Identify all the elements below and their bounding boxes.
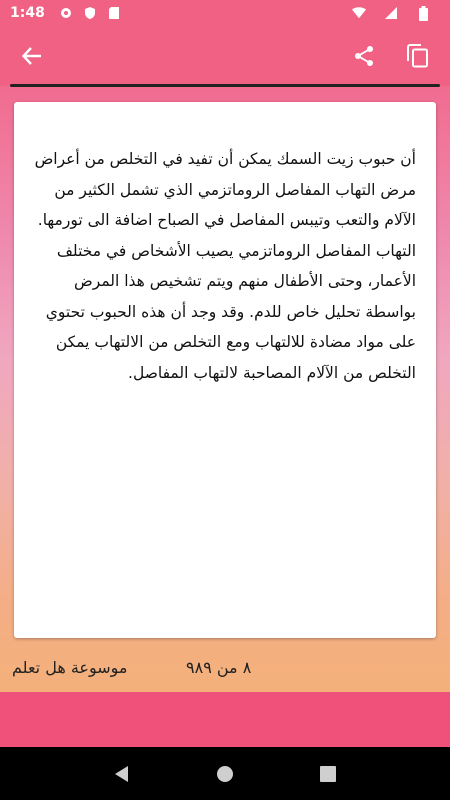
nav-recents-button[interactable]	[316, 762, 340, 786]
system-nav-bar	[0, 747, 450, 800]
app-bar	[0, 26, 450, 86]
sd-card-icon	[107, 6, 121, 20]
signal-icon	[384, 6, 398, 20]
recents-square-icon	[320, 766, 336, 782]
wifi-icon	[352, 6, 366, 20]
share-icon	[353, 45, 375, 67]
battery-icon	[416, 6, 430, 20]
app-name: موسوعة هل تعلم	[12, 658, 128, 677]
home-circle-icon	[216, 765, 234, 783]
app-bar-divider	[10, 84, 440, 87]
back-triangle-icon	[113, 765, 131, 783]
status-time: 1:48	[10, 5, 45, 21]
footer-row	[0, 650, 450, 690]
share-button[interactable]	[348, 40, 380, 72]
shield-icon	[83, 6, 97, 20]
app-bar-actions	[348, 40, 434, 72]
article-card	[14, 102, 436, 638]
nav-home-button[interactable]	[213, 762, 237, 786]
article-text: أن حبوب زيت السمك يمكن أن تفيد في التخلص من أعراض مرض التهاب المفاصل الروماتزمي الذي تشمل الكثير من الآلام والتعب وتيبس المفاصل في الصباح اضافة الى تورمها. التهاب المفاصل الروماتزمي يصيب الأشخاص في مختلف الأعمار، وحتى الأطفال منهم ويتم تشخيص هذا المرض بواسطة تحليل خاص للدم. وقد وجد أن هذه الحبوب تحتوي على مواد مضادة للالتهاب ومع التخلص من الالتهاب يمكن التخلص من الآلام المصاحبة لالتهاب المفاصل.	[34, 150, 416, 382]
status-bar	[0, 0, 450, 26]
nav-back-button[interactable]	[110, 762, 134, 786]
back-button[interactable]	[16, 40, 48, 72]
copy-button[interactable]	[402, 40, 434, 72]
bottom-band	[0, 692, 450, 747]
gear-icon	[59, 6, 73, 20]
page-counter: ٨ من ٩٨٩	[186, 658, 252, 677]
status-right-icons	[352, 6, 440, 20]
arrow-back-icon	[21, 45, 43, 67]
copy-icon	[407, 44, 429, 68]
